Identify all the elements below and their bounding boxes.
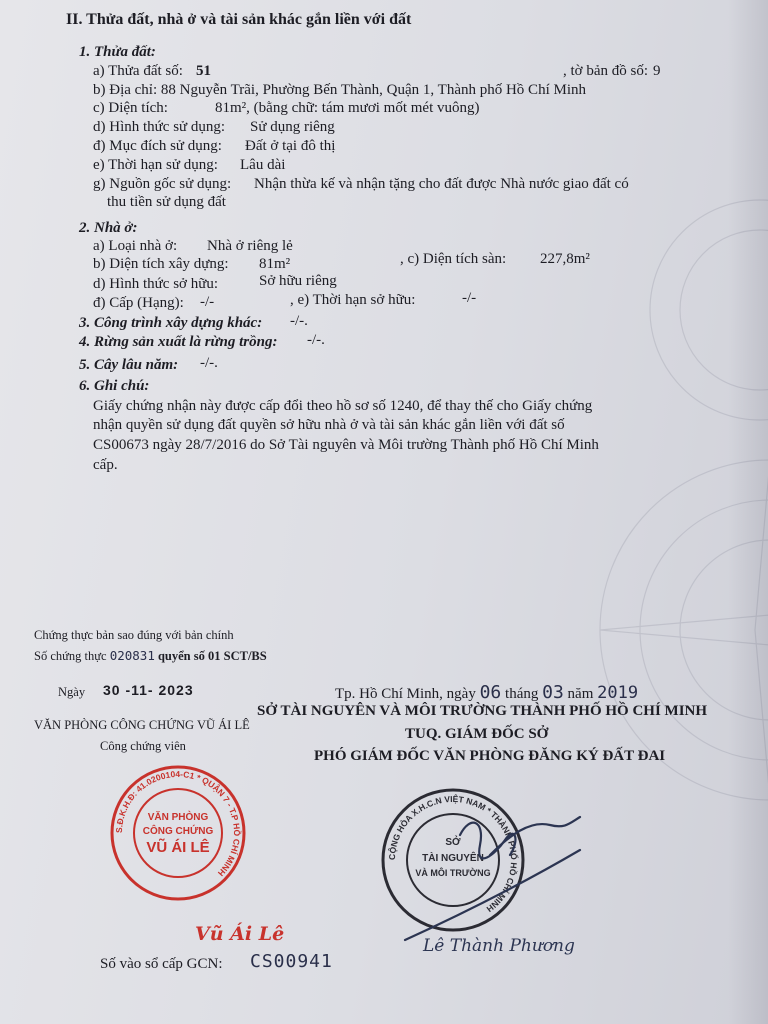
authority-deputy-title: PHÓ GIÁM ĐỐC VĂN PHÒNG ĐĂNG KÝ ĐẤT ĐAI bbox=[314, 748, 666, 764]
authority-org: SỞ TÀI NGUYÊN VÀ MÔI TRƯỜNG THÀNH PHỐ HỒ CHÍ MINH bbox=[257, 703, 708, 719]
authority-date-line bbox=[335, 684, 638, 703]
house-build-area-label: b) Diện tích xây dựng: bbox=[93, 256, 229, 272]
perennial-value: -/-. bbox=[200, 355, 218, 371]
authority-stamp-ring-text: CỘNG HÒA X.H.C.N VIỆT NAM * THÀNH PHỐ HỒ CHÍ MINH bbox=[386, 793, 520, 915]
other-works-value: -/-. bbox=[290, 313, 308, 329]
house-grade-value: -/- bbox=[200, 294, 215, 310]
house-type-label: a) Loại nhà ở: bbox=[93, 238, 178, 254]
notary-stamp-ring-text: S.Đ.K.H.Đ: 41.0200104-C1 * QUẬN 7 - T.P HỒ CHÍ MINH bbox=[113, 768, 243, 879]
house-grade-label: đ) Cấp (Hạng): bbox=[93, 295, 184, 311]
house-floor-area-label: , c) Diện tích sàn: bbox=[400, 251, 507, 267]
house-term-label: , e) Thời hạn sở hữu: bbox=[290, 292, 416, 308]
gcn-register-label: Số vào sổ cấp GCN: bbox=[100, 956, 223, 972]
house-ownership-value: Sở hữu riêng bbox=[259, 273, 337, 289]
land-area-label: c) Diện tích: bbox=[93, 100, 168, 116]
notary-date-label: Ngày bbox=[58, 685, 86, 699]
notary-stamp bbox=[108, 763, 248, 903]
land-purpose-label: đ) Mục đích sử dụng: bbox=[93, 138, 222, 154]
land-origin-value-2: thu tiền sử dụng đất bbox=[107, 194, 226, 210]
notary-date-value: 30 -11- 2023 bbox=[103, 682, 194, 698]
land-heading: 1. Thửa đất: bbox=[79, 44, 156, 60]
notes-line-1: Giấy chứng nhận này được cấp đổi theo hồ sơ số 1240, để thay thế cho Giấy chứng bbox=[93, 398, 593, 414]
other-works-heading: 3. Công trình xây dựng khác: bbox=[79, 315, 263, 331]
notary-number-value: 020831 bbox=[109, 648, 155, 663]
land-term-label: e) Thời hạn sử dụng: bbox=[93, 157, 218, 173]
land-number-label: a) Thửa đất số: bbox=[93, 63, 183, 79]
notary-stamp-text-2: CÔNG CHỨNG bbox=[142, 826, 214, 837]
map-sheet-label: , tờ bản đồ số: bbox=[563, 63, 649, 79]
land-use-form-label: d) Hình thức sử dụng: bbox=[93, 119, 226, 135]
house-type-value: Nhà ở riêng lẻ bbox=[207, 238, 293, 254]
perennial-heading: 5. Cây lâu năm: bbox=[79, 357, 179, 373]
notary-role: Công chứng viên bbox=[100, 739, 186, 753]
notary-number-label: Số chứng thực bbox=[34, 649, 110, 663]
forest-heading: 4. Rừng sản xuất là rừng trồng: bbox=[79, 334, 278, 350]
land-term-value: Lâu dài bbox=[240, 157, 286, 173]
authority-place-date-label: Tp. Hồ Chí Minh, ngày bbox=[335, 686, 476, 702]
notary-signature-name: Vũ Ái Lê bbox=[195, 923, 285, 945]
map-sheet-value: 9 bbox=[653, 63, 661, 79]
land-origin-value-1: Nhận thừa kế và nhận tặng cho đất được Nhà nước giao đất có bbox=[254, 176, 629, 192]
notes-line-2: nhận quyền sử dụng đất quyền sở hữu nhà ở và tài sản khác gắn liền với đất số bbox=[93, 417, 565, 433]
authority-year: 2019 bbox=[597, 683, 639, 703]
authority-stamp-text-3: VÀ MÔI TRƯỜNG bbox=[415, 868, 491, 878]
authority-stamp-text-2: TÀI NGUYÊN bbox=[422, 853, 484, 864]
house-heading: 2. Nhà ở: bbox=[79, 220, 138, 236]
gcn-register-value: CS00941 bbox=[250, 951, 333, 972]
notary-number-line bbox=[34, 647, 267, 665]
authority-month-label: tháng bbox=[505, 686, 539, 702]
land-origin-label: g) Nguồn gốc sử dụng: bbox=[93, 176, 232, 192]
land-number-value: 51 bbox=[196, 63, 211, 79]
authority-day: 06 bbox=[479, 682, 502, 703]
land-use-form-value: Sử dụng riêng bbox=[250, 119, 335, 135]
section-title: II. Thửa đất, nhà ở và tài sản khác gắn liền với đất bbox=[66, 11, 412, 28]
forest-value: -/-. bbox=[307, 332, 325, 348]
notary-certify-line: Chứng thực bản sao đúng với bản chính bbox=[34, 628, 234, 642]
notary-stamp-text-1: VĂN PHÒNG bbox=[147, 812, 209, 823]
house-build-area-value: 81m² bbox=[259, 256, 291, 272]
notes-line-3: CS00673 ngày 28/7/2016 do Sở Tài nguyên và Môi trường Thành phố Hồ Chí Minh bbox=[93, 437, 599, 453]
authority-month: 03 bbox=[542, 682, 564, 703]
authority-signature bbox=[400, 795, 600, 955]
land-area-value: 81m², (bằng chữ: tám mươi mốt mét vuông) bbox=[215, 100, 480, 116]
authority-signer-name: Lê Thành Phương bbox=[423, 936, 575, 956]
authority-stamp-text-1: SỞ bbox=[445, 837, 461, 848]
land-purpose-value: Đất ở tại đô thị bbox=[245, 138, 336, 154]
page-edge-shadow bbox=[728, 0, 768, 1024]
notes-heading: 6. Ghi chú: bbox=[79, 378, 150, 394]
notes-line-4: cấp. bbox=[93, 457, 118, 473]
notary-book-label: quyển số 01 SCT/BS bbox=[154, 649, 267, 663]
authority-tuq: TUQ. GIÁM ĐỐC SỞ bbox=[405, 726, 549, 742]
land-address: b) Địa chỉ: 88 Nguyễn Trãi, Phường Bến Thành, Quận 1, Thành phố Hồ Chí Minh bbox=[93, 82, 586, 98]
house-term-value: -/- bbox=[462, 290, 477, 306]
house-floor-area-value: 227,8m² bbox=[540, 251, 590, 267]
notary-office: VĂN PHÒNG CÔNG CHỨNG VŨ ÁI LÊ bbox=[34, 718, 250, 732]
house-ownership-label: d) Hình thức sở hữu: bbox=[93, 276, 219, 292]
notary-stamp-text-3: VŨ ÁI LÊ bbox=[146, 839, 210, 856]
authority-year-label: năm bbox=[567, 686, 594, 702]
